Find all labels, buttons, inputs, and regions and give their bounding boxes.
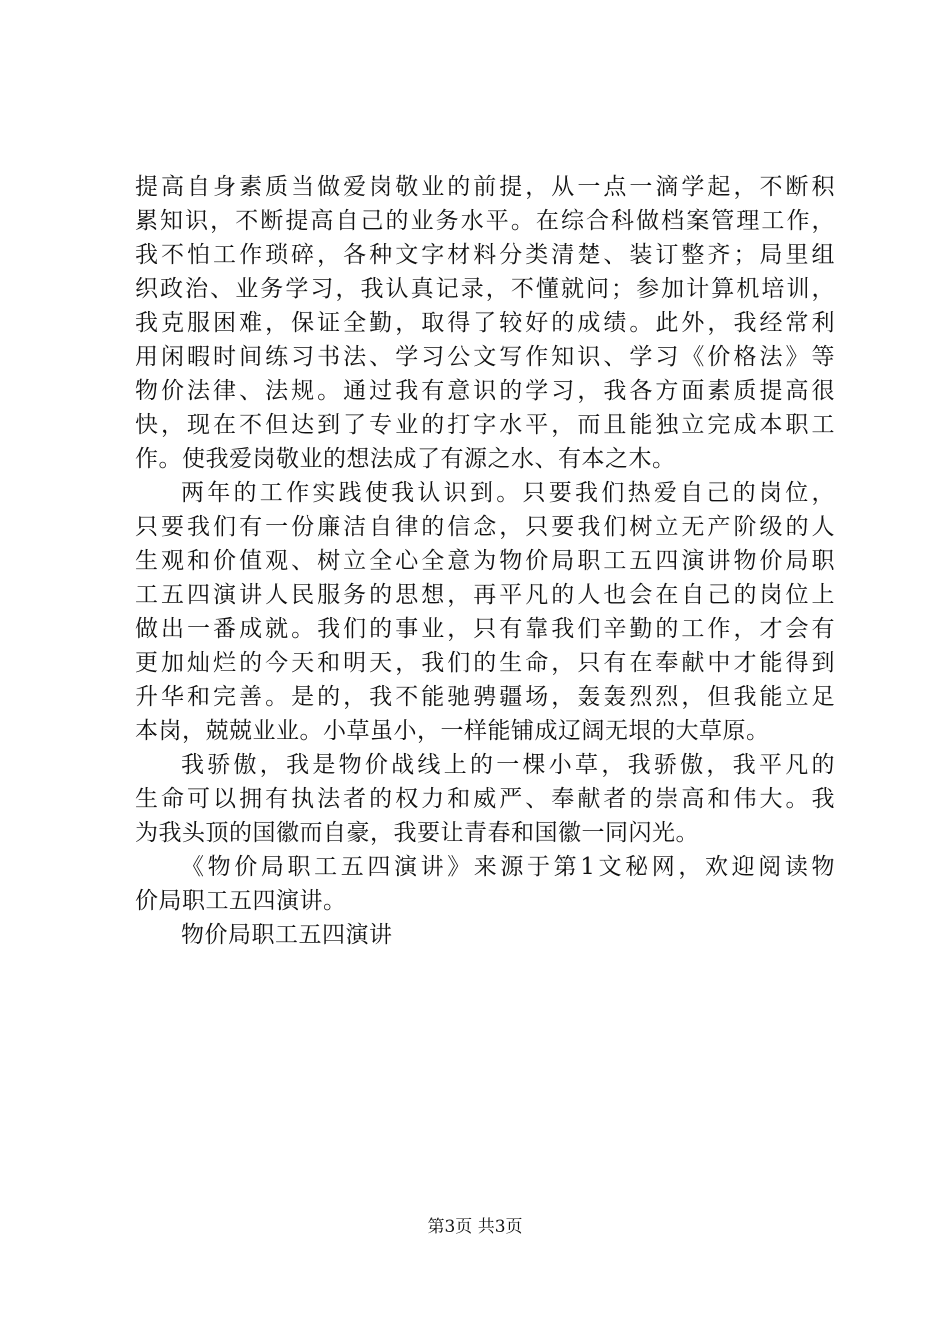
- paragraph-line: 升华和完善。是的，我不能驰骋疆场，轰轰烈烈，但我能立足: [135, 684, 835, 710]
- paragraph-line: 为我头顶的国徽而自豪，我要让青春和国徽一同闪光。: [135, 820, 699, 846]
- document-body: [135, 170, 835, 952]
- paragraph-line: 工五四演讲人民服务的思想，再平凡的人也会在自己的岗位上: [135, 582, 835, 608]
- paragraph-line: 《物价局职工五四演讲》来源于第1文秘网，欢迎阅读物: [181, 854, 835, 880]
- paragraph-line: 作。使我爱岗敬业的想法成了有源之水、有本之木。: [135, 446, 676, 472]
- paragraph-line: 快，现在不但达到了专业的打字水平，而且能独立完成本职工: [135, 412, 835, 438]
- paragraph-line: 我不怕工作琐碎，各种文字材料分类清楚、装订整齐；局里组: [135, 242, 835, 268]
- paragraph-line: 只要我们有一份廉洁自律的信念，只要我们树立无产阶级的人: [135, 514, 835, 540]
- paragraph-line: 我克服困难，保证全勤，取得了较好的成绩。此外，我经常利: [135, 310, 835, 336]
- paragraph-line: 累知识，不断提高自己的业务水平。在综合科做档案管理工作，: [135, 208, 835, 234]
- paragraph-line: 更加灿烂的今天和明天，我们的生命，只有在奉献中才能得到: [135, 650, 835, 676]
- paragraph-line: 织政治、业务学习，我认真记录，不懂就问；参加计算机培训，: [135, 276, 835, 302]
- paragraph-line: 本岗，兢兢业业。小草虽小，一样能铺成辽阔无垠的大草原。: [135, 718, 770, 744]
- paragraph-line: 提高自身素质当做爱岗敬业的前提，从一点一滴学起，不断积: [135, 174, 835, 200]
- paragraph-line: 生命可以拥有执法者的权力和威严、奉献者的崇高和伟大。我: [135, 786, 835, 812]
- paragraph-line: 生观和价值观、树立全心全意为物价局职工五四演讲物价局职: [135, 548, 835, 574]
- paragraph-line: 物价局职工五四演讲: [181, 922, 393, 948]
- paragraph-line: 价局职工五四演讲。: [135, 888, 347, 914]
- page-number-label: 第3页 共3页: [427, 1217, 523, 1237]
- page-footer: [0, 1215, 950, 1239]
- paragraph-line: 用闲暇时间练习书法、学习公文写作知识、学习《价格法》等: [135, 344, 835, 370]
- paragraph-line: 我骄傲，我是物价战线上的一棵小草，我骄傲，我平凡的: [181, 752, 835, 778]
- paragraph-line: 物价法律、法规。通过我有意识的学习，我各方面素质提高很: [135, 378, 835, 404]
- paragraph-line: 两年的工作实践使我认识到。只要我们热爱自己的岗位，: [181, 480, 835, 506]
- paragraph-line: 做出一番成就。我们的事业，只有靠我们辛勤的工作，才会有: [135, 616, 835, 642]
